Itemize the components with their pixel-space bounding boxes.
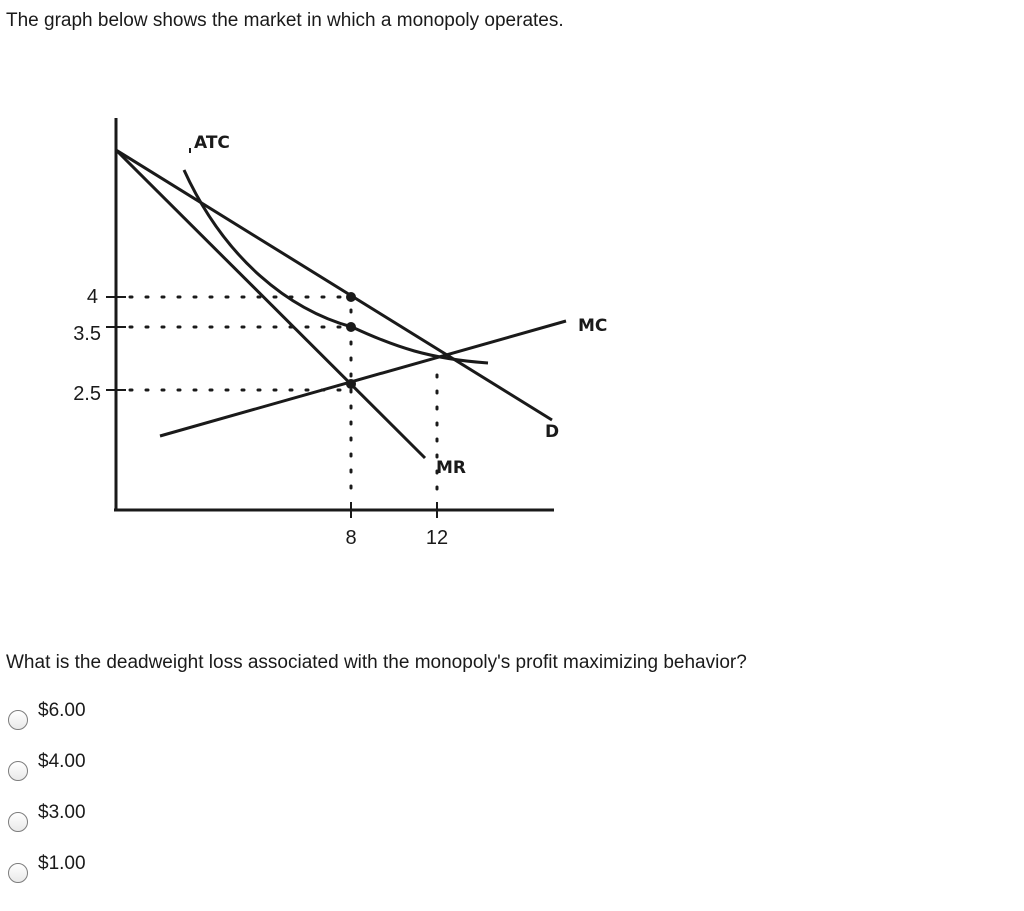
x-tick-label-8: 8 — [345, 527, 357, 549]
option-label[interactable]: $6.00 — [38, 700, 86, 721]
answer-option-1[interactable] — [8, 853, 308, 904]
question-text: What is the deadweight loss associated with the monopoly's profit maximizing behavior? — [6, 652, 747, 673]
x-tick-label-12: 12 — [425, 527, 449, 549]
mr-label: MR — [436, 458, 467, 478]
point-mc-q8 — [346, 379, 356, 389]
atc-label: ATC — [194, 133, 230, 153]
y-tick-label-4: 4 — [86, 286, 98, 308]
option-label[interactable]: $4.00 — [38, 751, 86, 772]
intro-text: The graph below shows the market in which a monopoly operates. — [6, 10, 564, 31]
option-label[interactable]: $1.00 — [38, 853, 86, 874]
answer-option-3[interactable] — [8, 802, 308, 853]
mc-label: MC — [578, 316, 608, 336]
mr-curve — [116, 150, 425, 458]
demand-label: D — [545, 422, 560, 442]
answer-options — [8, 700, 308, 904]
radio-button[interactable] — [8, 761, 28, 781]
radio-button[interactable] — [8, 863, 28, 883]
option-label[interactable]: $3.00 — [38, 802, 86, 823]
answer-option-6[interactable] — [8, 700, 308, 751]
radio-button[interactable] — [8, 710, 28, 730]
point-demand-q8 — [346, 292, 356, 302]
y-tick-label-3-5: 3.5 — [73, 323, 101, 345]
answer-option-4[interactable] — [8, 751, 308, 802]
atc-curve — [184, 170, 488, 363]
demand-curve — [116, 150, 552, 420]
radio-button[interactable] — [8, 812, 28, 832]
point-atc-q8 — [346, 322, 356, 332]
mc-curve — [160, 321, 566, 436]
y-tick-label-2-5: 2.5 — [73, 383, 101, 405]
